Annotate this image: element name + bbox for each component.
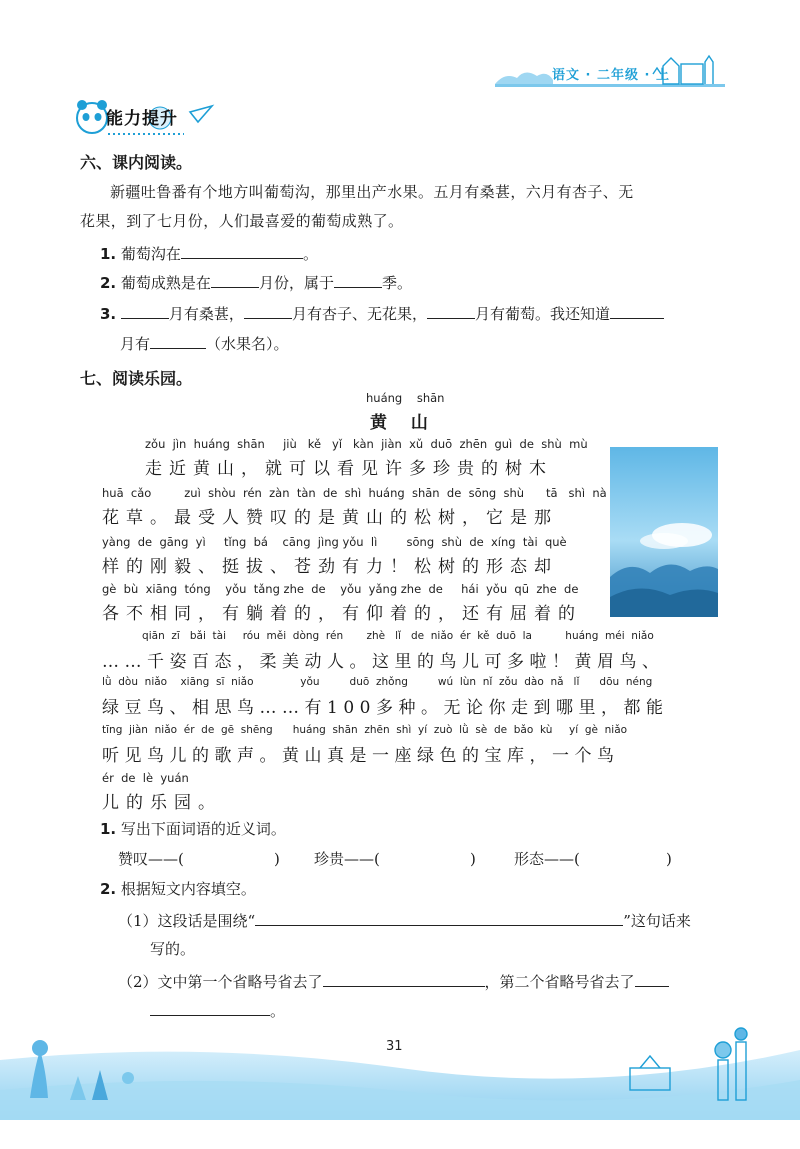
question-text: 月有 [120,335,151,353]
passage-line-2: 花果，到了七月份，人们最喜爱的葡萄成熟了。 [80,212,404,230]
paren-close: ) [666,850,672,868]
question-number: 2. [100,274,117,292]
text-line: 花草。最受人赞叹的是黄山的松树，它是那 [102,508,558,528]
text-line: ……千姿百态，柔美动人。这里的鸟儿可多啦！黄眉鸟、 [102,652,665,672]
page-number: 31 [386,1039,403,1054]
question-text: 月有葡萄。我还知道 [474,305,610,323]
section-7-title: 七、阅读乐园。 [80,369,193,388]
question-7-1 [100,818,286,840]
section-6-title: 六、课内阅读。 [80,153,193,172]
answer-blank[interactable] [255,909,623,926]
question-text: 写出下面词语的近义词。 [120,820,286,838]
answer-blank[interactable] [334,271,382,288]
question-number: 2. [100,880,117,898]
synonym-row [118,848,718,870]
question-text: 月份，属于 [258,274,334,292]
pinyin-line: huā cǎo zuì shòu rén zàn tàn de shì huáng shān de sōng shù tā shì nà [102,486,607,500]
pinyin-line: ér de lè yuán [102,771,189,785]
paren-close: ) [274,850,280,868]
pinyin-line: qiān zī bǎi tài róu měi dòng rén zhè lǐ de niǎo ér kě duō la huáng méi niǎo [102,630,654,642]
pinyin-line: tīng jiàn niǎo ér de gē shēng huáng shān zhēn shì yí zuò lǜ sè de bǎo kù yí gè niǎo [102,724,628,736]
answer-blank[interactable] [121,302,169,319]
pinyin-line: lǜ dòu niǎo xiāng sī niǎo yǒu duō zhǒng wú lùn nǐ zǒu dào nǎ lǐ dōu néng [102,676,653,688]
answer-blank[interactable] [635,970,669,987]
question-6-3-cont [120,332,289,355]
question-7-2 [100,878,256,900]
text-line: 样的刚毅、挺拔、苍劲有力！松树的形态却 [102,557,558,577]
question-text: 月有杏子、无花果， [291,305,427,323]
question-text: 根据短文内容填空。 [120,880,256,898]
question-text: （2）文中第一个省略号省去了 [118,973,323,991]
synonym-1-label: 赞叹——( [118,850,184,868]
answer-blank[interactable] [181,242,303,259]
question-6-2 [100,271,412,294]
text-line: 听见鸟儿的歌声。黄山真是一座绿色的宝库，一个鸟 [102,746,620,766]
question-text: （1）这段话是围绕“ [118,912,256,930]
text-line: 儿的乐园。 [102,793,222,813]
synonym-2-blank[interactable] [394,852,464,868]
question-6-3 [100,302,664,325]
answer-blank[interactable] [150,999,270,1016]
answer-blank[interactable] [427,302,475,319]
text-line: 绿豆鸟、相思鸟……有100多种。无论你走到哪里，都能 [102,698,669,718]
question-text: 葡萄成熟是在 [120,274,211,292]
synonym-1-blank[interactable] [198,852,268,868]
pinyin-line: zǒu jìn huáng shān jiù kě yǐ kàn jiàn xǔ duō zhēn guì de shù mù [145,437,588,451]
pinyin-line: yàng de gāng yì tǐng bá cāng jìng yǒu lì sōng shù de xíng tài què [102,535,567,549]
answer-blank[interactable] [211,271,259,288]
header-subject: 语文 · 二年级 · 上 [552,68,670,83]
question-text: ”这句话来 [623,912,691,930]
text-line: 各不相同，有躺着的，有仰着的，还有屈着的 [102,604,582,624]
synonym-3-label: 形态——( [514,850,580,868]
question-7-2-1 [118,909,691,932]
passage-line-1: 新疆吐鲁番有个地方叫葡萄沟，那里出产水果。五月有桑葚，六月有杏子、无 [110,183,634,201]
question-text: 月有桑葚， [168,305,244,323]
answer-blank[interactable] [150,332,206,349]
paren-close: ) [470,850,476,868]
question-text: 葡萄沟在 [120,245,181,263]
story-title: 黄 山 [370,413,432,433]
answer-blank[interactable] [323,970,485,987]
question-text: 季。 [381,274,412,292]
answer-blank[interactable] [244,302,292,319]
pinyin-line: gè bù xiāng tóng yǒu tǎng zhe de yǒu yǎng zhe de hái yǒu qū zhe de [102,582,579,596]
synonym-2-label: 珍贵——( [314,850,380,868]
question-7-2-1-cont: 写的。 [150,940,196,958]
badge-title: 能力提升 [106,109,178,129]
punctuation: 。 [270,1002,286,1020]
question-7-2-2-cont [150,999,285,1022]
question-number: 1. [100,820,117,838]
synonym-3-blank[interactable] [594,852,664,868]
question-6-1 [100,242,318,265]
question-text: ，第二个省略号省去了 [484,973,635,991]
story-title-pinyin: huáng shān [366,391,445,405]
question-text: （水果名）。 [206,335,289,353]
text-line: 走近黄山，就可以看见许多珍贵的树木 [145,459,553,479]
punctuation: 。 [302,245,318,263]
answer-blank[interactable] [610,302,664,319]
mountain-sky-photo [610,447,718,617]
footer-decoration [0,1020,800,1120]
question-number: 1. [100,245,117,263]
question-number: 3. [100,305,117,323]
question-7-2-2 [118,970,669,993]
